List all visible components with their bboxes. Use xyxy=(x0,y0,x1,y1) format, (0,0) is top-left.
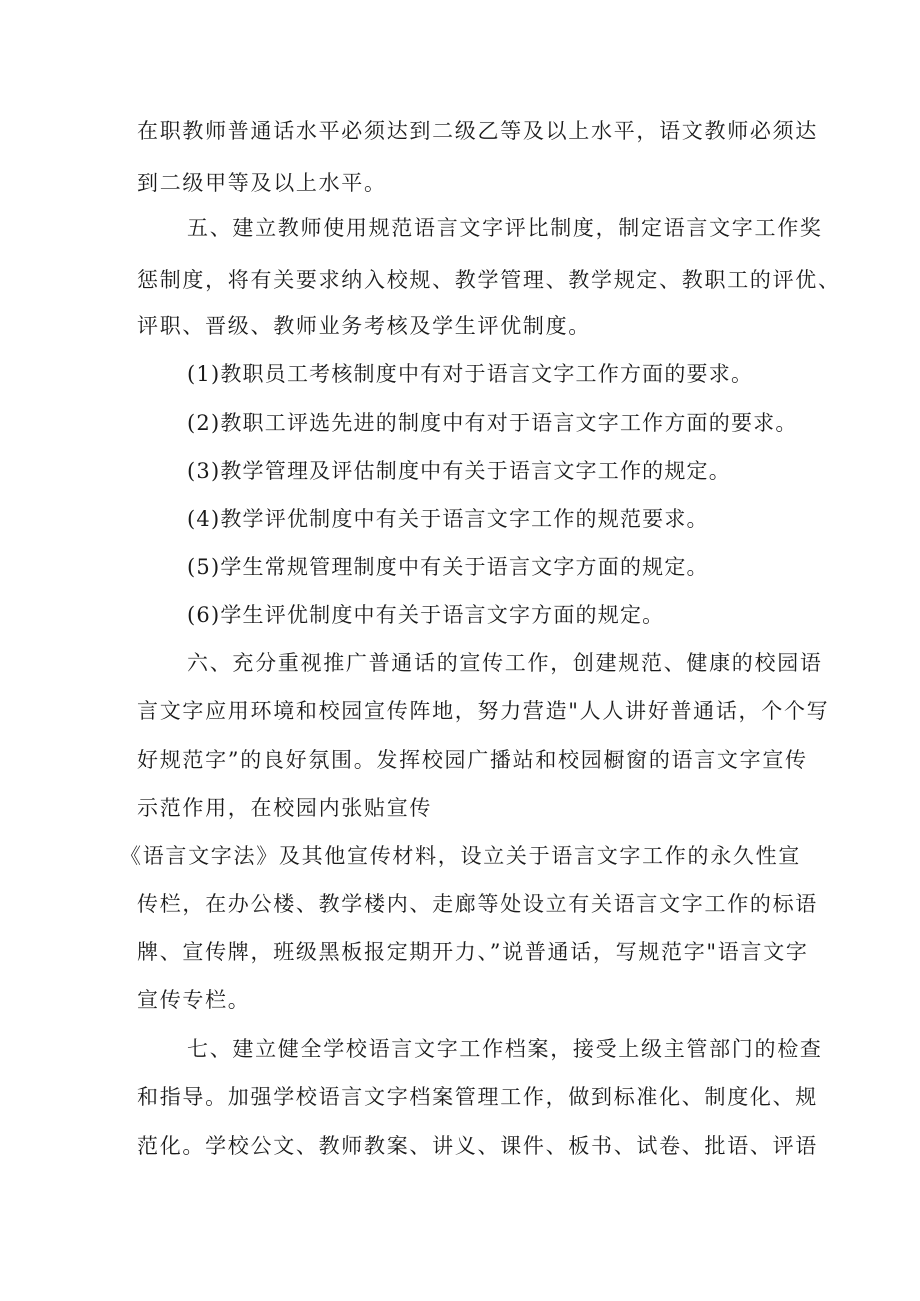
list-item-6: (6)学生评优制度中有关于语言文字方面的规定。 xyxy=(187,603,665,627)
text-line: 宣传专栏。 xyxy=(137,988,251,1012)
text-line: 范化。学校公文、教师教案、讲义、课件、板书、试卷、批语、评语 xyxy=(137,1134,818,1158)
text-line: 言文字应用环境和校园宣传阵地，努力营造"人人讲好普通话，个个写 xyxy=(137,699,830,723)
text-line: 在职教师普通话水平必须达到二级乙等及以上水平，语文教师必须达 xyxy=(137,119,818,143)
text-line: 和指导。加强学校语言文字档案管理工作，做到标准化、制度化、规 xyxy=(137,1085,818,1109)
list-item-3: (3)教学管理及评估制度中有关于语言文字工作的规定。 xyxy=(187,459,731,483)
text-line: 传栏，在办公楼、教学楼内、走廊等处设立有关语言文字工作的标语 xyxy=(137,892,818,916)
list-item-1: (1)教职员工考核制度中有对于语言文字工作方面的要求。 xyxy=(187,362,754,386)
list-item-2: (2)教职工评选先进的制度中有对于语言文字工作方面的要求。 xyxy=(187,411,798,435)
text-line: 示范作用，在校园内张贴宣传 xyxy=(137,796,433,820)
text-line: 《语言文字法》及其他宣传材料，设立关于语言文字工作的永久性宣 xyxy=(120,844,801,868)
section-heading-6: 六、充分重视推广普通话的宣传工作，创建规范、健康的校园语 xyxy=(187,651,823,675)
list-item-4: (4)教学评优制度中有关于语言文字工作的规范要求。 xyxy=(187,507,709,531)
section-heading-5: 五、建立教师使用规范语言文字评比制度，制定语言文字工作奖 xyxy=(187,216,823,240)
text-line: 评职、晋级、教师业务考核及学生评优制度。 xyxy=(137,314,591,338)
text-line: 好规范字”的良好氛围。发挥校园广播站和校园橱窗的语言文字宣传 xyxy=(137,748,808,772)
text-line: 惩制度，将有关要求纳入校规、教学管理、教学规定、教职工的评优、 xyxy=(137,268,841,292)
text-line: 牌、宣传牌，班级黑板报定期开力、”说普通话，写规范字"语言文字 xyxy=(137,940,809,964)
section-heading-7: 七、建立健全学校语言文字工作档案，接受上级主管部门的检查 xyxy=(187,1037,823,1061)
text-line: 到二级甲等及以上水平。 xyxy=(137,171,387,195)
list-item-5: (5)学生常规管理制度中有关于语言文字方面的规定。 xyxy=(187,555,709,579)
